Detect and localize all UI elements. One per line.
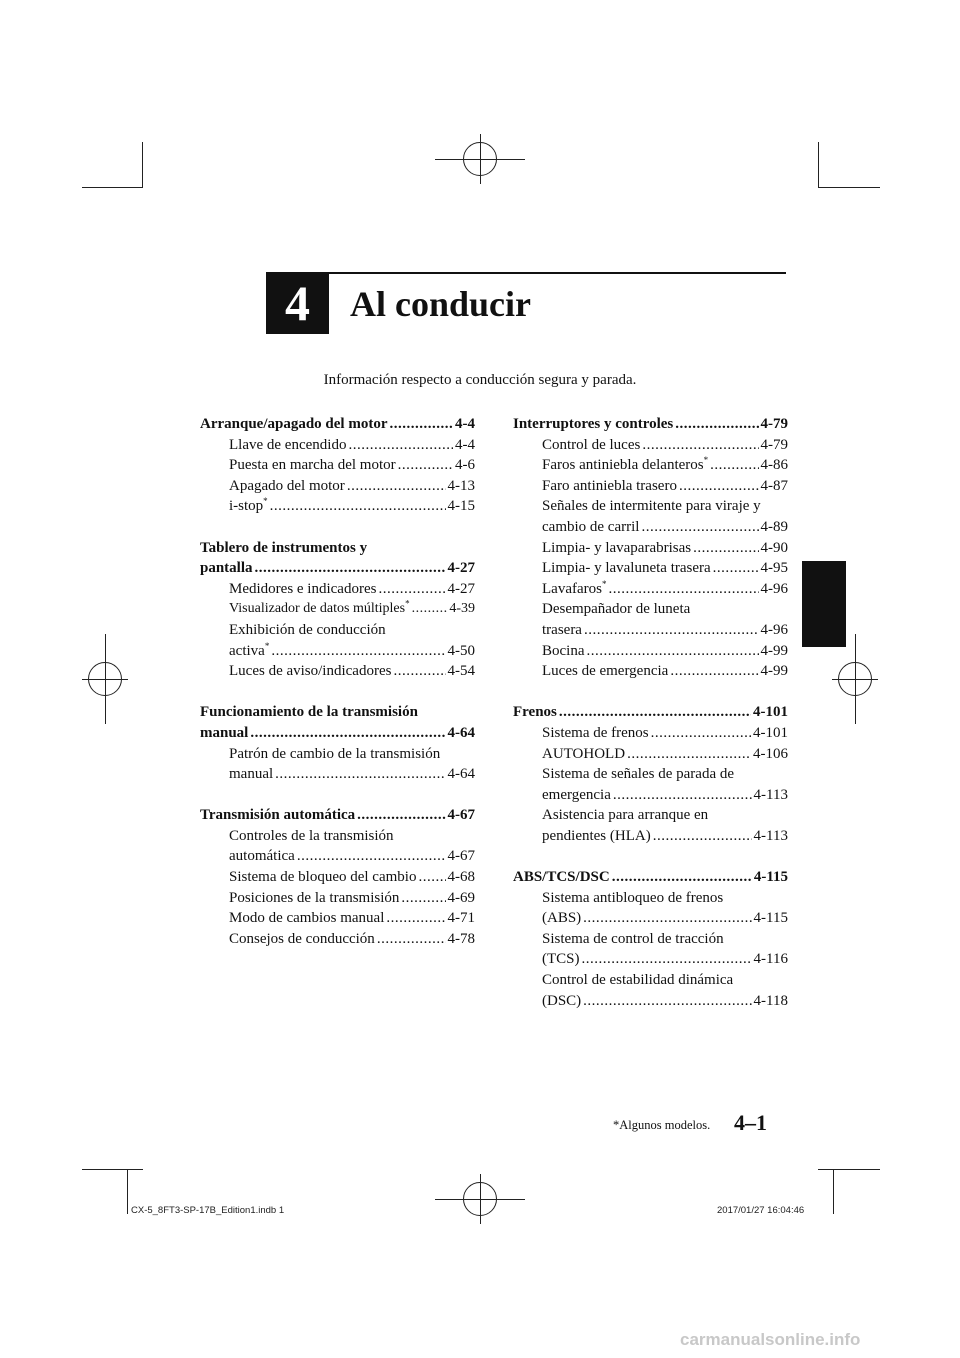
toc-entry-line[interactable]: Desempañador de luneta xyxy=(542,601,691,618)
toc-section xyxy=(513,867,788,1011)
toc-section xyxy=(200,702,475,784)
toc-entry[interactable]: (TCS) ..... 4-116 xyxy=(513,949,788,970)
chapter-side-tab xyxy=(802,561,846,647)
registration-mark xyxy=(480,1174,481,1224)
toc-entry[interactable]: Luces de emergencia ..... 4-99 xyxy=(513,661,788,682)
footnote: *Algunos modelos. xyxy=(613,1118,711,1132)
toc-entry[interactable]: Visualizador de datos múltiples* ..... 4-39 xyxy=(200,599,475,620)
toc-entry[interactable]: Puesta en marcha del motor ..... 4-6 xyxy=(200,455,475,476)
crop-mark xyxy=(127,1169,128,1214)
toc-section xyxy=(513,702,788,846)
toc-entry[interactable]: pendientes (HLA) ..... 4-113 xyxy=(513,826,788,847)
crop-mark xyxy=(818,187,880,188)
chapter-title: Al conducir xyxy=(350,284,532,324)
toc-entry[interactable]: (DSC) ..... 4-118 xyxy=(513,991,788,1012)
toc-entry-line[interactable]: Señales de intermitente para viraje y xyxy=(542,498,761,515)
page-number: 4–1 xyxy=(734,1110,767,1135)
toc-entry-line[interactable]: Asistencia para arranque en xyxy=(542,807,709,824)
crop-mark xyxy=(82,187,143,188)
toc-section-heading[interactable]: Frenos ..... 4-101 xyxy=(513,702,788,723)
toc-entry[interactable]: Apagado del motor ..... 4-13 xyxy=(200,476,475,497)
print-slug-date: 2017/01/27 16:04:46 xyxy=(717,1205,805,1216)
toc-section-heading-line[interactable]: Funcionamiento de la transmisión xyxy=(200,704,418,721)
toc-section-heading-line[interactable]: Tablero de instrumentos y xyxy=(200,539,368,556)
crop-mark xyxy=(818,142,819,187)
toc-entry[interactable]: automática ..... 4-67 xyxy=(200,846,475,867)
toc-entry[interactable]: emergencia ..... 4-113 xyxy=(513,785,788,806)
toc-left-column xyxy=(200,414,475,970)
toc-entry[interactable]: Sistema de bloqueo del cambio ..... 4-68 xyxy=(200,867,475,888)
toc-entry[interactable]: Modo de cambios manual ..... 4-71 xyxy=(200,908,475,929)
toc-section xyxy=(200,805,475,949)
toc-entry-line[interactable]: Sistema de señales de parada de xyxy=(542,766,735,783)
toc-entry[interactable]: AUTOHOLD ..... 4-106 xyxy=(513,744,788,765)
toc-entry[interactable]: Sistema de frenos ..... 4-101 xyxy=(513,723,788,744)
crop-mark xyxy=(833,1169,834,1214)
toc-entry[interactable]: Luces de aviso/indicadores ..... 4-54 xyxy=(200,661,475,682)
toc-entry[interactable]: Faros antiniebla delanteros* ..... 4-86 xyxy=(513,455,788,476)
print-slug-file: CX-5_8FT3-SP-17B_Edition1.indb 1 xyxy=(131,1205,285,1216)
toc-entry[interactable]: activa* ..... 4-50 xyxy=(200,641,475,662)
registration-mark xyxy=(480,134,481,184)
toc-entry[interactable]: Limpia- y lavaparabrisas ..... 4-90 xyxy=(513,538,788,559)
crop-mark xyxy=(142,142,143,187)
chapter-intro: Información respecto a conducción segura y parada. xyxy=(323,372,637,388)
toc-entry[interactable]: Faro antiniebla trasero ..... 4-87 xyxy=(513,476,788,497)
toc-section-heading[interactable]: Interruptores y controles ..... 4-79 xyxy=(513,414,788,435)
toc-section xyxy=(200,414,475,517)
toc-entry[interactable]: trasera ..... 4-96 xyxy=(513,620,788,641)
crop-mark xyxy=(818,1169,880,1170)
chapter-rule xyxy=(329,272,786,274)
toc-section-heading[interactable]: Arranque/apagado del motor ..... 4-4 xyxy=(200,414,475,435)
registration-mark xyxy=(105,634,106,724)
toc-entry[interactable]: manual ..... 4-64 xyxy=(200,764,475,785)
toc-entry[interactable]: Limpia- y lavaluneta trasera ..... 4-95 xyxy=(513,558,788,579)
watermark: carmanualsonline.info xyxy=(680,1330,861,1349)
toc-entry[interactable]: Control de luces ..... 4-79 xyxy=(513,435,788,456)
toc-section-heading[interactable]: manual ..... 4-64 xyxy=(200,723,475,744)
toc-entry-line[interactable]: Exhibición de conducción xyxy=(229,621,386,638)
toc-section-heading[interactable]: Transmisión automática ..... 4-67 xyxy=(200,805,475,826)
toc-entry[interactable]: cambio de carril ..... 4-89 xyxy=(513,517,788,538)
toc-section xyxy=(200,538,475,682)
toc-entry-line[interactable]: Controles de la transmisión xyxy=(229,827,394,844)
toc-entry[interactable]: Posiciones de la transmisión ..... 4-69 xyxy=(200,888,475,909)
toc-entry[interactable]: Llave de encendido ..... 4-4 xyxy=(200,435,475,456)
toc-entry-line[interactable]: Control de estabilidad dinámica xyxy=(542,972,734,989)
crop-mark xyxy=(82,1169,143,1170)
toc-entry[interactable]: Bocina ..... 4-99 xyxy=(513,641,788,662)
toc-entry[interactable]: i-stop* ..... 4-15 xyxy=(200,496,475,517)
toc-section xyxy=(513,414,788,682)
toc-entry-line[interactable]: Patrón de cambio de la transmisión xyxy=(229,745,441,762)
toc-section-heading[interactable]: ABS/TCS/DSC ..... 4-115 xyxy=(513,867,788,888)
toc-entry-line[interactable]: Sistema antibloqueo de frenos xyxy=(542,889,724,906)
toc-entry[interactable]: (ABS) ..... 4-115 xyxy=(513,908,788,929)
toc-entry[interactable]: Consejos de conducción ..... 4-78 xyxy=(200,929,475,950)
toc-entry[interactable]: Medidores e indicadores ..... 4-27 xyxy=(200,579,475,600)
registration-mark xyxy=(855,634,856,724)
toc-section-heading[interactable]: pantalla ..... 4-27 xyxy=(200,558,475,579)
toc-entry[interactable]: Lavafaros* ..... 4-96 xyxy=(513,579,788,600)
chapter-number: 4 xyxy=(266,272,329,334)
toc-right-column xyxy=(513,414,788,1032)
toc-entry-line[interactable]: Sistema de control de tracción xyxy=(542,930,724,947)
